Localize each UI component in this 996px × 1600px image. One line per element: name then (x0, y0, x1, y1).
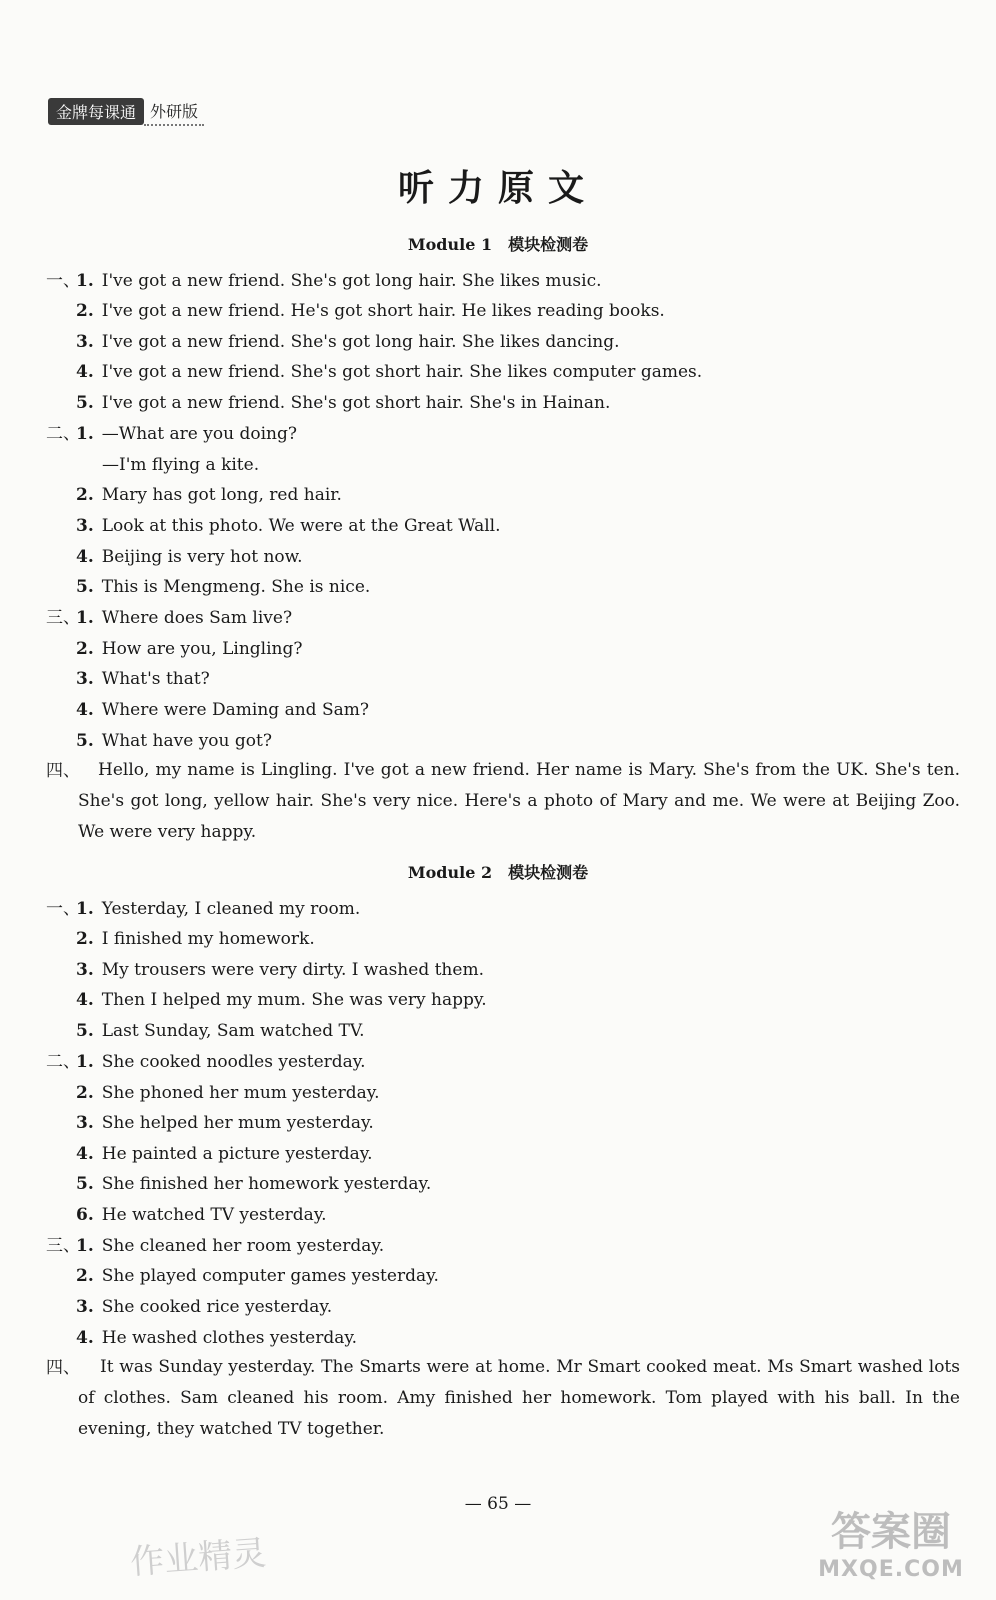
m1-s1-item: 4. I've got a new friend. She's got short hair. She likes computer games. (76, 362, 703, 382)
m2-s4-label: 四、 (46, 1358, 80, 1378)
edition-label: 外研版 (144, 97, 204, 126)
brand-label: 金牌每课通 (48, 98, 144, 125)
m1-s2-item: 3. Look at this photo. We were at the Great Wall. (76, 516, 501, 536)
m1-s2-label: 二、 (46, 424, 80, 444)
m1-s3-item: 1. Where does Sam live? (76, 608, 293, 628)
m1-s2-item: 4. Beijing is very hot now. (76, 547, 303, 567)
m1-s2-item: 1. —What are you doing? (76, 424, 297, 444)
watermark-right-url: MXQE.COM (818, 1557, 964, 1582)
m1-s3-item: 3. What's that? (76, 669, 210, 689)
m2-s3-item: 4. He washed clothes yesterday. (76, 1328, 358, 1348)
watermark-right-main: 答案圈 (831, 1509, 951, 1555)
m1-s3-item: 2. How are you, Lingling? (76, 639, 303, 659)
m2-s3-item: 2. She played computer games yesterday. (76, 1266, 439, 1286)
m1-s1-label: 一、 (46, 271, 80, 291)
module1-heading: Module 1 模块检测卷 (407, 235, 589, 254)
m2-s2-item: 1. She cooked noodles yesterday. (76, 1052, 366, 1072)
m1-s1-item: 2. I've got a new friend. He's got short hair. He likes reading books. (76, 301, 665, 321)
m2-s2-item: 3. She helped her mum yesterday. (76, 1113, 374, 1133)
m2-s1-item: 4. Then I helped my mum. She was very happy. (76, 990, 487, 1010)
m2-s1-item: 5. Last Sunday, Sam watched TV. (76, 1021, 365, 1041)
m2-s1-item: 1. Yesterday, I cleaned my room. (76, 899, 361, 919)
series-badge (48, 98, 204, 124)
m2-s3-item: 3. She cooked rice yesterday. (76, 1297, 333, 1317)
watermark-right (806, 1500, 976, 1582)
m1-s1-item: 5. I've got a new friend. She's got short hair. She's in Hainan. (76, 393, 611, 413)
m2-s3-item: 1. She cleaned her room yesterday. (76, 1236, 385, 1256)
m2-s2-item: 2. She phoned her mum yesterday. (76, 1083, 380, 1103)
m1-s1-item: 3. I've got a new friend. She's got long hair. She likes dancing. (76, 332, 620, 352)
m1-s2-item: 2. Mary has got long, red hair. (76, 485, 342, 505)
m2-s2-item: 4. He painted a picture yesterday. (76, 1144, 373, 1164)
m2-s2-label: 二、 (46, 1052, 80, 1072)
m1-s3-item: 5. What have you got? (76, 731, 272, 751)
m1-s1-item: 1. I've got a new friend. She's got long hair. She likes music. (76, 271, 602, 291)
m2-s3-label: 三、 (46, 1236, 80, 1256)
m1-s3-item: 4. Where were Daming and Sam? (76, 700, 369, 720)
m1-s2-item: 5. This is Mengmeng. She is nice. (76, 577, 371, 597)
module2-heading: Module 2 模块检测卷 (407, 863, 589, 882)
m1-s2-item: —I'm flying a kite. (102, 455, 260, 475)
m2-s1-item: 3. My trousers were very dirty. I washed them. (76, 960, 484, 980)
m2-s2-item: 5. She finished her homework yesterday. (76, 1174, 432, 1194)
watermark-left: 作业精灵 (129, 1533, 268, 1583)
m2-s2-item: 6. He watched TV yesterday. (76, 1205, 327, 1225)
m1-s4-passage: Hello, my name is Lingling. I've got a new friend. Her name is Mary. She's from the UK. She's ten. She's got long, yellow hair. She's very nice. Here's a photo of Mary and me. We were at Beijing Zoo. We were very happy. (78, 760, 960, 842)
m2-s4-passage: It was Sunday yesterday. The Smarts were at home. Mr Smart cooked meat. Ms Smart washed lots of clothes. Sam cleaned his room. Amy finished her homework. Tom played with his ball. In the evening, they watched TV together. (78, 1357, 960, 1439)
m2-s1-item: 2. I finished my homework. (76, 929, 315, 949)
m1-s3-label: 三、 (46, 608, 80, 628)
page-number: — 65 — (464, 1494, 532, 1514)
m1-s4-label: 四、 (46, 761, 80, 781)
m2-s1-label: 一、 (46, 899, 80, 919)
page-title: 听力原文 (397, 167, 598, 209)
